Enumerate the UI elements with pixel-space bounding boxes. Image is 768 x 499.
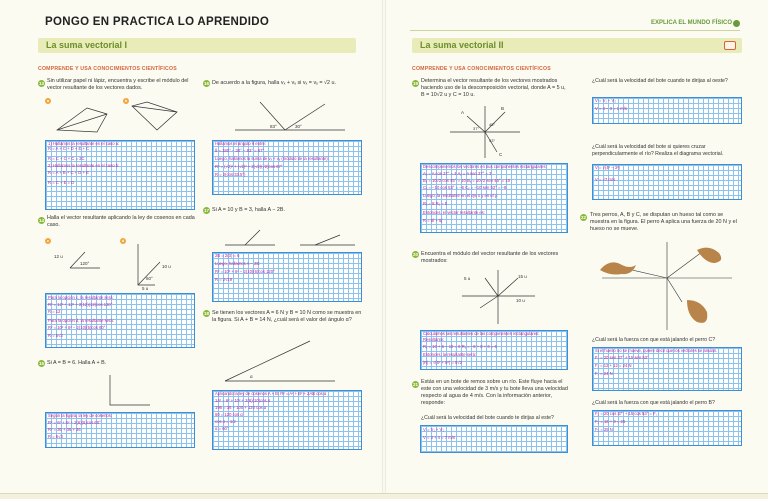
answer-15-line-3: R² = 36 + 36 + 36: [48, 427, 81, 432]
answer-14-line-4: Para la opción d, la resultante será:: [48, 318, 114, 323]
answer-14-line-3: R = 12: [48, 309, 61, 314]
label-12u: 12 u: [54, 254, 63, 259]
label-5u-20: 5 u: [464, 276, 471, 281]
label-45deg: 45°: [489, 122, 496, 127]
side-question-4: ¿Cuál será la fuerza con que está jalando el perro B?: [592, 400, 715, 406]
question-number-19: 19: [412, 81, 418, 86]
question-21-text: Estás en un bote de remos sobre un río. Este fluye hacia el este con una velocidad de 3 m/s y tu bote lleva una velocidad respecto al agua de 4 m/s. Con la información anterior, responde:: [421, 379, 568, 406]
vector-figure-15: [50, 370, 200, 410]
answer-13-line-4: 2) Hallamos la resultante en el caso b:: [48, 163, 120, 168]
label-10u: 10 u: [162, 264, 171, 269]
section-title-left: La suma vectorial I: [46, 40, 128, 50]
answer-14-line-5: R² = 10² + 5² − 2(10)(5)cos 60°: [48, 325, 106, 330]
folder-icon: [724, 41, 736, 50]
side-answer-4-line-3: F₂ = 25 N: [595, 427, 613, 432]
answer-14-line-6: R = 5√3: [48, 333, 63, 338]
answer-19-line-5: Luego, la resultante en el eje x y en el y:: [423, 193, 498, 198]
answer-16-line-4: R² = (√2)² + (√2)² + 2(√2)(√2)cos 67°: [215, 164, 283, 169]
label-B-19: B: [501, 106, 505, 111]
answer-17-line-4: R = 2√19: [215, 277, 233, 282]
question-number-20: 20: [412, 252, 418, 257]
answer-17-line-1: 2B = 2(3) = 6: [215, 253, 240, 258]
label-C-19: C: [499, 152, 503, 157]
label-53deg: 53°: [489, 138, 496, 143]
dog-C-icon: [687, 300, 707, 323]
side-question-3: ¿Cuál será la fuerza con que está jalando el perro C?: [592, 337, 716, 343]
figure-label-c: c: [46, 238, 50, 243]
label-A-19: A: [461, 110, 465, 115]
section-banner-right: [412, 38, 742, 53]
vector-figure-19: [445, 104, 525, 159]
answer-14-line-2: R² = 12² + 12² + 2(12)(12)cos 120°: [48, 302, 113, 307]
answer-18-line-4: 60 = 120 cos α: [215, 412, 243, 417]
answer-18-line-2: 14² = 6² + 10² + 2(6)(10)cos α: [215, 398, 271, 403]
answer-13-line-2: R = A + C + D + E + C: [48, 146, 90, 151]
dog-B-icon: [697, 248, 721, 263]
answer-14-line-1: Para la opción c, la resultante será:: [48, 295, 114, 300]
side-answer-3-line-1: Si el hueso no se mueve, quiere decir que los vectores se anulan.: [595, 348, 718, 353]
answer-19-line-4: Cₓ = −10 cos 53° = −6 Cᵧ = −10 sen 53° = −8: [423, 185, 507, 190]
section-banner-left: [38, 38, 356, 53]
label-5u: 5 u: [142, 286, 149, 291]
label-37deg: 37°: [473, 126, 480, 131]
label-alpha: α: [250, 374, 253, 379]
question-20-text: Encuentra el módulo del vector resultante de los vectores mostrados:: [421, 251, 559, 264]
answer-19-line-8: R = 8î + 5ĵ: [423, 218, 443, 223]
subsection-title-right: COMPRENDE Y USA CONOCIMIENTOS CIENTÍFICOS: [412, 66, 551, 72]
side-question-1: ¿Cuál será la velocidad del bote cuando te dirijas al oeste?: [592, 78, 728, 84]
question-22-text: Tres perros, A, B y C, se disputan un hueso tal como se muestra en la figura. El perro A aplica una fuerza de 20 N y el hueso no se mueve.: [590, 212, 737, 232]
side-question-2: ¿Cuál será la velocidad del bote si quieres cruzar perpendicularmente el río? Realiza el diagrama vectorial.: [592, 144, 724, 157]
question-number-13: 13: [38, 81, 44, 86]
answer-18-line-6: α = 60°: [215, 426, 229, 431]
question-13-text: Sin utilizar papel ni lápiz, encuentra y escribe el módulo del vector resultante de los vectores dados.: [47, 78, 189, 91]
label-83deg: 83°: [270, 124, 277, 129]
answer-20-line-1: Calculamos las resultantes de las componentes rectangulares:: [423, 331, 540, 336]
answer-20-line-2: Resultante:: [423, 337, 445, 342]
answer-13-line-3: R = C + C + C = 3C: [48, 156, 85, 161]
label-10u-20: 10 u: [516, 298, 525, 303]
question-18-text: Se tienen los vectores A = 6 N y B = 10 N como se muestra en la figura. Si A + B = 14 N, ¿cuál será el valor del ángulo α?: [212, 310, 362, 323]
answer-13-line-6: R = C + E = D: [48, 180, 75, 185]
vector-figure-18: [215, 333, 365, 383]
answer-15-line-1: Según la figura, la ley de cosenos:: [48, 413, 113, 418]
dog-A-icon: [600, 262, 636, 274]
figure-label-a: a: [46, 98, 50, 103]
answer-15-line-2: R² = 6² + 6² + 2(6)(6)cos 60°: [48, 420, 101, 425]
vector-figure-16: [215, 92, 365, 134]
question-15-text: Si A = B = 6. Halla A + B.: [47, 360, 107, 366]
answer-18-line-5: cos α = 1/2: [215, 419, 236, 424]
question-number-16: 16: [203, 81, 209, 86]
side-answer-3-line-3: F꜀ = 12 + 12 = 24 N: [595, 363, 632, 368]
vector-figure-20: [460, 268, 540, 326]
question-number-22: 22: [580, 215, 586, 220]
figure-label-b: b: [124, 98, 128, 103]
question-16-text: De acuerdo a la figura, halla vₓ + vᵧ si vₓ = vᵧ = √2 u.: [212, 80, 336, 86]
dogs-bone-figure: [592, 240, 742, 332]
answer-16-line-3: Luego, hallamos la suma de vₓ + vᵧ (módulo de la resultante):: [215, 156, 329, 161]
answer-20-line-4: Entonces, la resultante será:: [423, 352, 477, 357]
side-answer-2-line-2: V = √7 m/s: [595, 177, 616, 182]
leaf-icon: [733, 20, 740, 27]
side-answer-3-line-2: F꜀ = 20 sen 37° + 15 sen 53°: [595, 355, 649, 360]
chapter-header: EXPLICA EL MUNDO FÍSICO: [650, 20, 732, 26]
answer-15-line-4: R = 6√3: [48, 434, 63, 439]
answer-13-line-1: 1) Hallamos la resultante en el caso a:: [48, 141, 120, 146]
question-number-17: 17: [203, 208, 209, 213]
answer-19-line-2: Aₓ = A cos 37° = 4 Aᵧ = A sen 37° = 3: [423, 171, 492, 176]
side-answer-1-line-1: V = V₁ − V₂: [595, 98, 616, 103]
side-answer-2-line-1: V = √(4² − 3²): [595, 165, 620, 170]
answer-13-line-5: R = A + B + C + D + E: [48, 170, 89, 175]
answer-19-line-3: Bₓ = 10√2 cos 45° = 10 Bᵧ = 10√2 sen 45° = 10: [423, 178, 511, 183]
answer-17-line-2: Luego, hallamos A − 2B:: [215, 261, 261, 266]
subsection-title-left: COMPRENDE Y USA CONOCIMIENTOS CIENTÍFICOS: [38, 66, 177, 72]
answer-grid-17: [212, 252, 362, 302]
side-answer-1-line-2: V = 4 − 3 = 1 m/s: [595, 106, 628, 111]
answer-18-line-1: Aplicando la ley de cosenos A + B: R² = A² + B² + 2AB cos α: [215, 391, 327, 396]
answer-17-line-3: R² = 10² + 6² − 2(10)(6)cos 120°: [215, 269, 275, 274]
question-number-21: 21: [412, 382, 418, 387]
vector-figure-14: [50, 240, 200, 290]
answer-21-line-1: V = V₁ + V₂: [423, 427, 444, 432]
answer-19-line-1: Descomponemos los vectores en sus componentes rectangulares:: [423, 164, 547, 169]
answer-16-line-5: R = 2(cos 33.5°): [215, 172, 246, 177]
figure-label-d: d: [121, 238, 125, 243]
answer-21-line-2: V = 3 + 4 = 7 m/s: [423, 435, 456, 440]
answer-18-line-3: 196 = 36 + 100 + 120 cos α: [215, 405, 267, 410]
question-number-15: 15: [38, 361, 44, 366]
answer-20-line-5: |R| = √(6² + 6²) = 6√2: [423, 360, 463, 365]
bottom-border: [0, 493, 768, 499]
answer-16-line-2: θ = 180° − 30° − 83° = 67°: [215, 148, 265, 153]
page-title: PONGO EN PRACTICA LO APRENDIDO: [45, 16, 270, 28]
side-answer-4-line-1: F₂ = 20 cos 37° + 15 cos 53° = F꜀: [595, 411, 658, 416]
question-number-14: 14: [38, 218, 44, 223]
page-gutter: [382, 0, 386, 499]
vector-figure-13: [52, 100, 192, 136]
question-19-text: Determina el vector resultante de los vectores mostrados haciendo uso de la descomposición vectorial, donde A = 5 u, B = 10√2 u y C = 10 u.: [421, 78, 566, 98]
answer-16-line-1: Hallamos el ángulo θ entre:: [215, 141, 266, 146]
question-21-bullet: ¿Cuál será la velocidad del bote cuando te dirijas al este?: [421, 415, 554, 421]
question-14-text: Halla el vector resultante aplicando la ley de cosenos en cada caso.: [47, 215, 195, 228]
question-number-18: 18: [203, 311, 209, 316]
header-rule-right: [410, 30, 740, 31]
answer-19-line-7: Entonces, el vector resultante es:: [423, 210, 485, 215]
answer-19-line-6: Rₓ = 8 Rᵧ = 5: [423, 201, 448, 206]
label-120deg: 120°: [80, 261, 90, 266]
vector-figure-17: [215, 215, 365, 250]
side-answer-grid-3: [592, 347, 742, 391]
question-17-text: Si A = 10 y B = 3, halla A − 2B.: [212, 207, 285, 213]
side-answer-3-line-4: F꜀ = 24 N: [595, 371, 613, 376]
side-answer-4-line-2: F₂ = 16 + 9 = 25: [595, 419, 626, 424]
label-15u-20: 15 u: [518, 274, 527, 279]
section-title-right: La suma vectorial II: [420, 40, 504, 50]
label-60deg: 60°: [146, 276, 153, 281]
label-30deg: 30°: [295, 124, 302, 129]
answer-20-line-3: Rₓ = 10 + 6 − 10 = 6 Rᵧ = −8 + 8 + 6 = 6: [423, 344, 497, 349]
